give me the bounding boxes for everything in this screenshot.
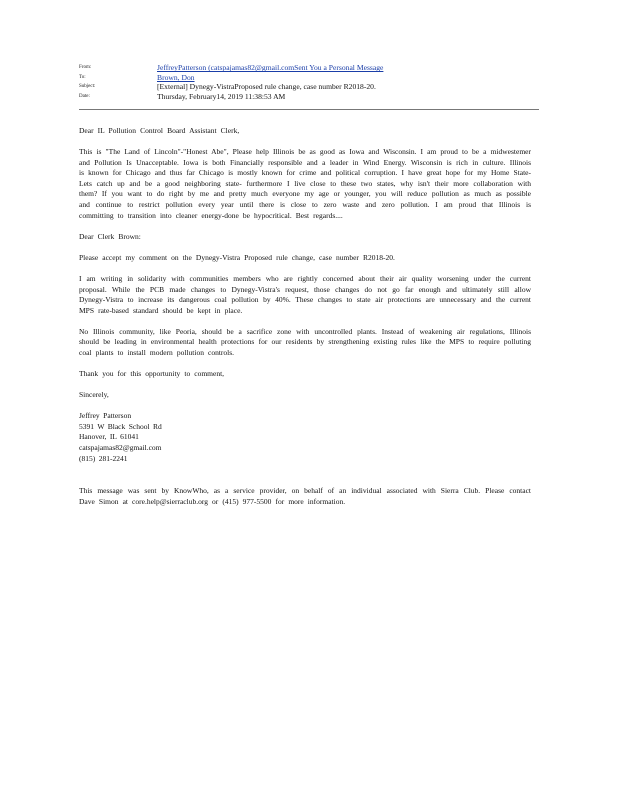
signature-phone: (815) 281-2241	[79, 453, 128, 463]
subject-label: Subject:	[79, 84, 96, 90]
body-paragraph-3: I am writing in solidarity with communities members who are rightly concerned about their air quality worsening under the current proposal. While the PCB made changes to Dynegy-Vistra's request, those changes do not go far enough and ultimately still allow Dynegy-Vistra to increase its dangerous coal pollution by 40%. These changes to state air protections are unnecessary and the current MPS rate-based standard should be kept in place.	[79, 273, 531, 315]
from-row	[79, 63, 539, 73]
email-header	[79, 63, 539, 101]
date-row	[79, 92, 539, 102]
signature-email: catspajamas82@gmail.com	[79, 443, 162, 453]
from-value-link[interactable]: JeffreyPatterson (catspajamas82@gmail.comSent You a Personal Message	[157, 63, 384, 73]
body-paragraph-1: This is "The Land of Lincoln"-"Honest Abe", Please help Illinois be as good as Iowa and Wisconsin. I am proud to be a midwestemer and Pollution Is Unacceptable. Iowa is both Financially responsible and a leader in Wind Energy. Wisconsin is rich in culture. Illinois is known for Chicago and thus far Chicago is mostly known for crime and political corruption. I have great hope for my Home State- Lets catch up and be a good neighboring state- furthermore I live close to these two states, why isn't their more collaboration with them? If you want to do right by me and pretty much everyone my age or younger, you will reduce pollution as much as possible and continue to restrict pollution every year until there is close to zero waste and zero pollution. I am proud that Illinois is committing to transition into cleaner energy-done be hypocritical. Best regards....	[79, 147, 531, 220]
body-paragraph-4: No Illinois community, like Peoria, should be a sacrifice zone with uncontrolled plants. Instead of weakening air regulations, Illinois should be leading in environmental health protections for our residents by strengthening existing rules like the MPS to require polluting coal plants to install modern pollution controls.	[79, 326, 531, 357]
date-label: Date:	[79, 93, 90, 99]
date-value: Thursday, February14, 2019 11:38:53 AM	[157, 91, 286, 101]
signature-name: Jeffrey Patterson	[79, 411, 132, 421]
to-row	[79, 73, 539, 83]
subject-row	[79, 82, 539, 92]
signature-address-line1: 5391 W Black School Rd	[79, 421, 162, 431]
body-paragraph-2: Please accept my comment on the Dynegy-Vistra Proposed rule change, case number R2018-20.	[79, 252, 395, 262]
closing: Sincerely,	[79, 390, 109, 400]
footer-disclaimer: This message was sent by KnowWho, as a service provider, on behalf of an individual associated with Sierra Club. Please contact Dave Simon at core.help@sierraclub.org or (415) 977-5500 for more information.	[79, 486, 531, 506]
subject-value: [External] Dynegy-VistraProposed rule change, case number R2018-20.	[157, 82, 376, 92]
header-divider	[79, 109, 539, 110]
greeting-assistant-clerk: Dear IL Pollution Control Board Assistant Clerk,	[79, 126, 240, 135]
from-label: From:	[79, 65, 92, 71]
greeting-clerk-brown: Dear Clerk Brown:	[79, 231, 141, 241]
email-body	[79, 126, 531, 518]
signature-block	[79, 411, 531, 464]
to-label: To:	[79, 74, 86, 80]
signature-address-line2: Hanover, IL 61041	[79, 432, 139, 442]
to-value-link[interactable]: Brown, Don	[157, 72, 195, 82]
body-paragraph-5: Thank you for this opportunity to comment,	[79, 369, 225, 379]
